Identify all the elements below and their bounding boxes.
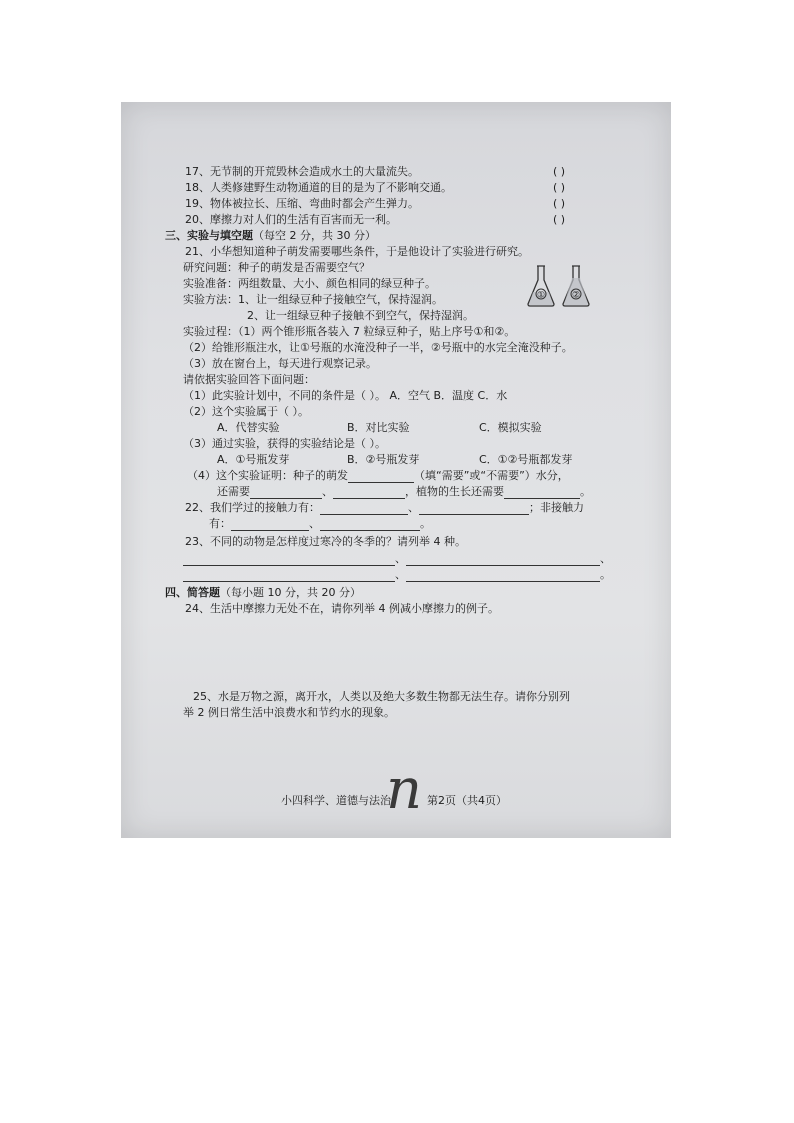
section-4-heading: 四、简答题（每小题 10 分，共 20 分） [165,586,361,599]
blank [419,503,529,515]
section-3-heading: 三、实验与填空题（每空 2 分，共 30 分） [165,229,376,242]
blank [406,554,600,566]
tf-item-20: 20、摩擦力对人们的生活有百害而无一利。 [185,213,397,226]
q25-question-line-1: 25、水是万物之源，离开水，人类以及绝大多数生物都无法生存。请你分别列 [193,690,570,703]
svg-text:②: ② [571,290,581,301]
svg-text:①: ① [536,290,546,301]
blank [333,487,405,499]
tf-paren-17: ( ) [553,165,566,178]
q21-process-3: （3）放在窗台上，每天进行观察记录。 [183,357,377,370]
q21-intro: 21、小华想知道种子萌发需要哪些条件，于是他设计了实验进行研究。 [185,245,529,258]
q21-sub-4-line-2: 还需要 、 ，植物的生长还需要 。 [217,485,591,498]
tf-paren-18: ( ) [553,181,566,194]
blank [320,503,408,515]
q23-answer-line-1: 、 、 [183,552,611,566]
scanned-page [121,102,671,838]
q21-method-1: 实验方法：1、让一组绿豆种子接触空气，保持湿润。 [183,293,443,306]
q23-question: 23、不同的动物是怎样度过寒冷的冬季的？请列举 4 种。 [185,535,466,548]
q25-question-line-2: 举 2 例日常生活中浪费水和节约水的现象。 [183,706,395,719]
flask-2-icon [561,264,591,312]
flask-1-icon [526,264,556,312]
tf-item-18: 18、人类修建野生动物通道的目的是为了不影响交通。 [185,181,452,194]
blank [183,570,395,582]
blank [406,570,600,582]
blank [504,487,580,499]
q21-sub-2-option-b: B．对比实验 [347,421,410,434]
q21-question: 研究问题：种子的萌发是否需要空气？ [183,261,370,274]
blank [250,487,322,499]
tf-paren-20: ( ) [553,213,566,226]
q21-method-2: 2、让一组绿豆种子接触不到空气，保持湿润。 [247,309,474,322]
q22-line-1: 22、我们学过的接触力有： 、 ；非接触力 [185,501,584,514]
q22-line-2: 有： 、 。 [209,517,431,530]
blank [183,554,395,566]
q21-sub-2-option-a: A．代替实验 [217,421,280,434]
tf-paren-19: ( ) [553,197,566,210]
q21-prompt: 请依据实验回答下面问题： [183,373,315,386]
q21-process-1: 实验过程：（1）两个锥形瓶各装入 7 粒绿豆种子，贴上序号①和②。 [183,325,516,338]
q21-sub-4-line-1: （4）这个实验证明：种子的萌发 （填“需要”或“不需要”）水分， [187,469,569,482]
q21-sub-3-option-a: A．①号瓶发芽 [217,453,290,466]
footer-subject: 小四科学、道德与法治 [281,794,391,807]
q21-prep: 实验准备：两组数量、大小、颜色相同的绿豆种子。 [183,277,436,290]
q21-sub-3: （3）通过实验，获得的实验结论是（ ）。 [183,437,386,450]
q21-sub-3-option-b: B．②号瓶发芽 [347,453,420,466]
footer-page-number: 第2页（共4页） [427,794,507,807]
q21-sub-1: （1）此实验计划中，不同的条件是（ ）。 A．空气 B．温度 C．水 [183,389,508,402]
q21-sub-3-option-c: C．①②号瓶都发芽 [479,453,573,466]
watermark-stamp: n [386,757,423,822]
blank [348,471,414,483]
q21-process-2: （2）给锥形瓶注水，让①号瓶的水淹没种子一半，②号瓶中的水完全淹没种子。 [183,341,573,354]
tf-item-19: 19、物体被拉长、压缩、弯曲时都会产生弹力。 [185,197,419,210]
q23-answer-line-2: 、 。 [183,568,611,582]
blank [320,519,420,531]
blank [231,519,309,531]
q21-sub-2: （2）这个实验属于（ ）。 [183,405,309,418]
q21-sub-2-option-c: C．模拟实验 [479,421,542,434]
q24-question: 24、生活中摩擦力无处不在，请你列举 4 例减小摩擦力的例子。 [185,602,499,615]
tf-item-17: 17、无节制的开荒毁林会造成水土的大量流失。 [185,165,419,178]
